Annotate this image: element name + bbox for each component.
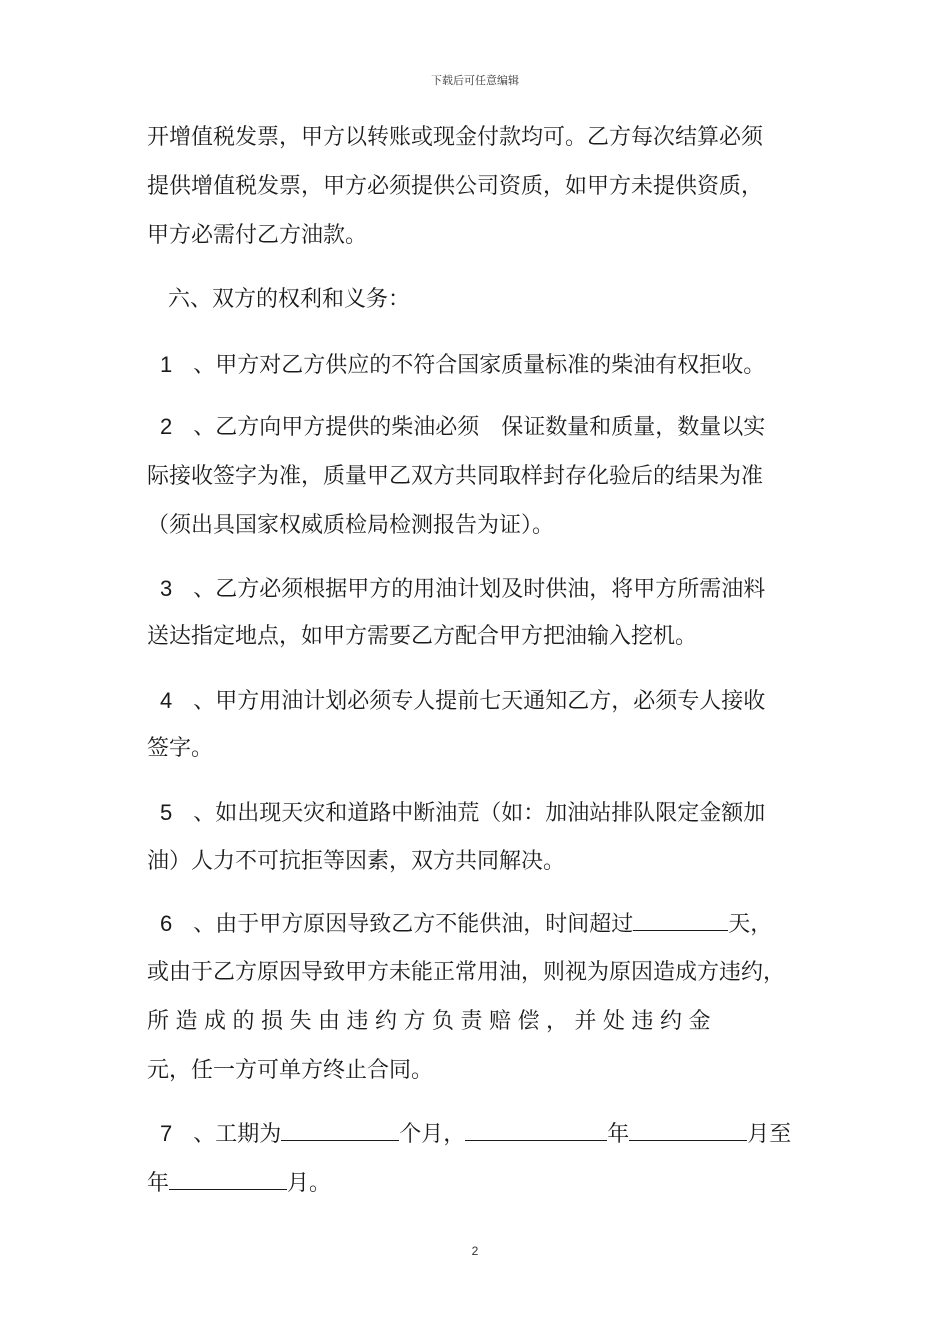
item-text: 、乙方必须根据甲方的用油计划及时供油，将甲方所需油料 xyxy=(193,577,766,602)
item-text: 、乙方向甲方提供的柴油必须 xyxy=(193,415,480,440)
paragraph-line: 甲方必需付乙方油款。 xyxy=(147,223,368,248)
list-item-6 xyxy=(160,910,772,937)
item-text: 、甲方对乙方供应的不符合国家质量标准的柴油有权拒收。 xyxy=(193,353,766,378)
item-text: 、工期为 xyxy=(193,1122,282,1147)
item-text: 、如出现天灾和道路中断油荒（如：加油站排队限定金额加 xyxy=(193,801,766,826)
item-number: 7 xyxy=(160,1121,173,1146)
fill-in-blank-end-year[interactable] xyxy=(169,1169,287,1190)
fill-in-blank-months[interactable] xyxy=(281,1120,399,1141)
item-number: 1 xyxy=(160,352,173,377)
item-text: 、甲方用油计划必须专人提前七天通知乙方，必须专人接收 xyxy=(193,689,766,714)
page-number: 2 xyxy=(471,1244,479,1258)
paragraph-line: 签字。 xyxy=(147,736,214,761)
item-text: 月至 xyxy=(747,1122,792,1147)
item-text: 个月， xyxy=(399,1122,466,1147)
paragraph-line: 元，任一方可单方终止合同。 xyxy=(147,1058,434,1083)
paragraph-line: 际接收签字为准，质量甲乙双方共同取样封存化验后的结果为准 xyxy=(147,464,764,489)
item-number: 3 xyxy=(160,576,173,601)
paragraph-line: 送达指定地点，如甲方需要乙方配合甲方把油输入挖机。 xyxy=(147,624,698,649)
list-item-7 xyxy=(160,1120,791,1147)
paragraph-line: 油）人力不可抗拒等因素，双方共同解决。 xyxy=(147,849,566,874)
page-header: 下载后可任意编辑 xyxy=(431,74,519,87)
item-text: 天， xyxy=(728,912,773,937)
paragraph-line: 或由于乙方原因导致甲方未能正常用油，则视为原因造成方违约， xyxy=(147,960,786,985)
list-item-1 xyxy=(160,351,765,378)
fill-in-blank-start-year[interactable] xyxy=(465,1120,607,1141)
paragraph-line: 提供增值税发票，甲方必须提供公司资质，如甲方未提供资质， xyxy=(147,174,764,199)
list-item-7-line-2 xyxy=(147,1169,331,1196)
item-number: 2 xyxy=(160,414,173,439)
item-text: 年 xyxy=(607,1122,630,1147)
list-item-5 xyxy=(160,799,765,826)
paragraph-line: 所造成的损失由违约方负责赔偿，并处违约金 xyxy=(147,1009,718,1034)
paragraph-line: 开增值税发票，甲方以转账或现金付款均可。乙方每次结算必须 xyxy=(147,125,764,150)
fill-in-blank-start-month[interactable] xyxy=(629,1120,747,1141)
list-item-4 xyxy=(160,687,765,714)
item-number: 6 xyxy=(160,911,173,936)
item-text: 、由于甲方原因导致乙方不能供油，时间超过 xyxy=(193,912,634,937)
item-text: 月。 xyxy=(287,1171,332,1196)
list-item-3 xyxy=(160,575,765,602)
fill-in-blank-days[interactable] xyxy=(633,910,728,931)
item-text: 年 xyxy=(147,1171,170,1196)
item-text: 保证数量和质量，数量以实 xyxy=(501,415,766,440)
list-item-2 xyxy=(160,413,765,440)
item-number: 4 xyxy=(160,688,173,713)
paragraph-line: （须出具国家权威质检局检测报告为证）。 xyxy=(147,513,555,538)
item-number: 5 xyxy=(160,800,173,825)
section-heading-6: 六、双方的权利和义务： xyxy=(168,287,411,312)
